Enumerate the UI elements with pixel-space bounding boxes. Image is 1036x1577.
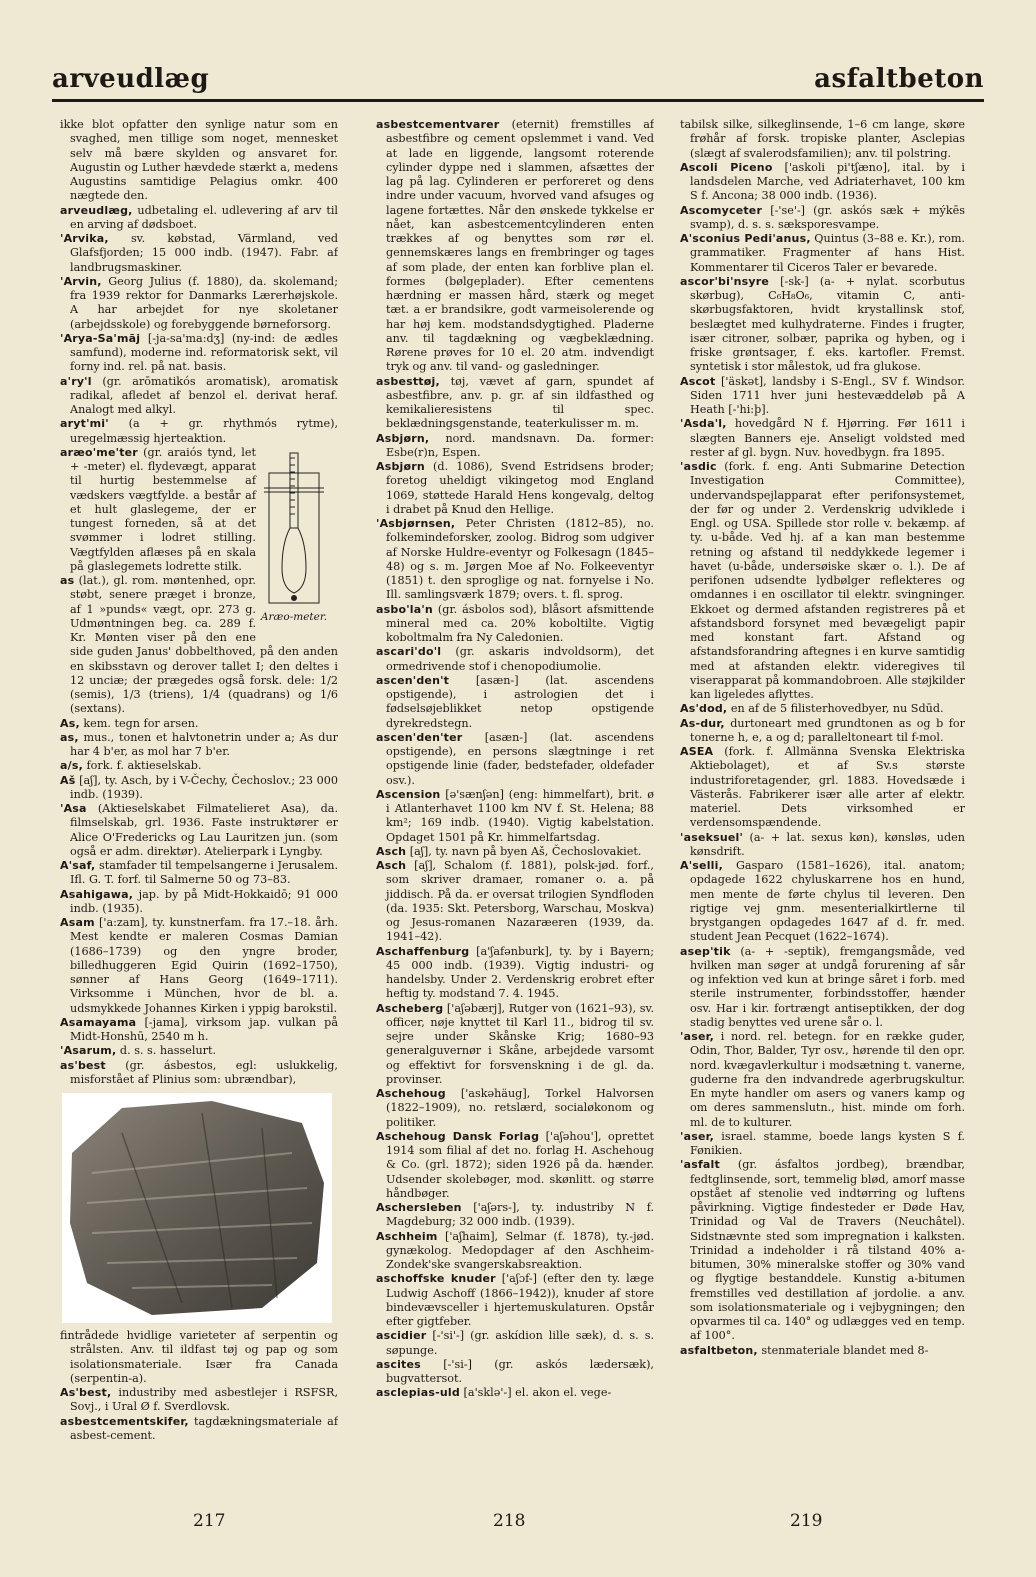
entry-headword: ascidier: [376, 1329, 427, 1343]
dictionary-entry: [60, 916, 338, 1016]
entry-headword: asfaltbeton,: [680, 1343, 758, 1357]
entry-text: industriby med asbestlejer i RSFSR, Sovj., i Ural Ø f. Sverdlovsk.: [70, 1386, 338, 1414]
entry-text: en af de 5 filisterhovedbyer, nu Sdūd.: [727, 702, 944, 716]
dictionary-entry: [376, 1087, 654, 1130]
entry-text: mus., tonen et halvtonetrin under a; As dur har 4 b'er, as mol har 7 b'er.: [70, 730, 338, 758]
entry-headword: 'Asda'l,: [680, 417, 727, 431]
entry-headword: Asbjørn: [376, 460, 425, 473]
entry-headword: aschoffske knuder: [376, 1272, 496, 1286]
entry-headword: asep'tik: [680, 944, 731, 958]
entry-headword: asclepias-uld: [376, 1386, 460, 1400]
dictionary-entry: [60, 417, 338, 446]
entry-headword: 'Asarum,: [60, 1044, 117, 1058]
entry-text: udbetaling el. udlevering af arv til en arving af dødsboet.: [70, 203, 338, 231]
entry-headword: ascen'den't: [376, 673, 450, 687]
dictionary-entry: [376, 859, 654, 945]
entry-headword: a/s,: [60, 759, 83, 773]
entry-headword: Ascoli Piceno: [680, 160, 773, 174]
entry-text: [aʃ], Schalom (f. 1881), polsk-jød. forf., som skriver dramaer, romaner o. a. på jiddisch. På da. er oversat trilogien Syndfloden (da. 1935: Skt. Petersborg, Warschau, Moskva) og Jesus-romanen Nazaræeren (1939, da. 1941–42).: [386, 859, 654, 944]
entry-headword: ascites: [376, 1357, 421, 1371]
dictionary-entry: [60, 717, 338, 731]
entry-text: [-'si'-] (gr. askídion lille sæk), d. s. s. søpunge.: [386, 1329, 654, 1357]
entry-text: kem. tegn for arsen.: [79, 716, 199, 730]
dictionary-entry: [680, 859, 965, 945]
entry-headword: 'Asa: [60, 802, 87, 815]
entry-headword: asbestcementskifer,: [60, 1414, 189, 1428]
dictionary-entry: [60, 1044, 338, 1058]
entry-headword: asbo'la'n: [376, 602, 433, 616]
entry-headword: ascari'do'l: [376, 645, 442, 659]
entry-headword: 'asfalt: [680, 1158, 720, 1172]
dictionary-entry: [376, 1386, 654, 1400]
dictionary-entry: [60, 774, 338, 803]
entry-text: [asæn-] (lat. ascendens opstigende), en persons slægtninge i ret opstigende linie (fader, bedstefader, oldefader osv.).: [386, 730, 654, 787]
entry-text: Georg Julius (f. 1880), da. skolemand; fra 1939 rektor for Danmarks Lærerhøjskole. A har arbejdet for nye skoletaner (arbejdsskole) og forebyggende børneforsorg.: [70, 274, 338, 331]
entry-text: [a'sklə'-] el. akon el. vege-: [459, 1386, 612, 1400]
entry-headword: aræo'me'ter: [60, 445, 138, 459]
entry-headword: as'best: [60, 1058, 106, 1072]
page-number-217: 217: [193, 1511, 226, 1531]
dictionary-entry: [376, 460, 654, 517]
entry-text: ['a:zam], ty. kunstnerfam. fra 17.–18. årh. Mest kendte er maleren Cosmas Damian (1686–1739) og den yngre broder, billedhuggeren Egid Quirin (1692–1750), sønner af Hans Georg (1649–1711). Virksomme i München, hvor de bl. a. udsmykkede Johannes Kirken i yppig barokstil.: [70, 916, 338, 1015]
entry-text: Quintus (3–88 e. Kr.), rom. grammatiker. Fragmenter af hans Hist. Kommentarer til Ciceros Taler er bevarede.: [690, 232, 965, 274]
entry-text: (Aktieselskabet Filmatelieret Asa), da. filmselskab, grl. 1936. Faste instruktører er Alice O'Fredericks og Lau Lauritzen jun. (som også er adm. direktør). Atelierpark i Lyngby.: [70, 802, 338, 858]
dictionary-entry: [680, 1158, 965, 1343]
dictionary-entry: [680, 831, 965, 860]
entry-headword: ASEA: [680, 745, 714, 758]
dictionary-entry: [376, 1002, 654, 1088]
entry-text: [-sk-] (a- + nylat. scorbutus skørbug), C₆H₈O₆, vitamin C, anti-skørbugsfaktoren, hvidt krystallinsk stof, beslægtet med kulhydraterne. Findes i frugter, især citroner, solbær, paprika og hyben, og i friske grøntsager, f. eks. kartofler. Fremst. syntetisk i stor målestok, ud fra glukose.: [690, 274, 965, 374]
header-right-word: asfaltbeton: [814, 64, 984, 94]
entry-headword: Asahigawa,: [60, 887, 134, 901]
entry-headword: As'dod,: [680, 702, 728, 716]
entry-headword: A'sconius Pedi'anus,: [680, 232, 811, 245]
dictionary-entry: [60, 445, 338, 623]
entry-text: ['äskət], landsby i S-Engl., SV f. Windsor. Siden 1711 hver juni hestevæddeløb på A Heath [-'hi:þ].: [690, 374, 965, 416]
entry-text: tabilsk silke, silkeglinsende, 1–6 cm lange, skøre frøhår af forsk. tropiske planter, Asclepias (slægt af svalerodsfamilien); anv. til polstring.: [680, 118, 965, 160]
entry-text: (gr. arōmatikós aromatisk), aromatisk radikal, afledet af benzol el. derivat heraf. Analogt med alkyl.: [70, 374, 338, 416]
hydrometer-figure: [260, 448, 338, 638]
entry-text: (a- + lat. sexus køn), kønsløs, uden kønsdrift.: [690, 830, 965, 858]
dictionary-entry: [376, 788, 654, 845]
entry-text: israel. stamme, boede langs kysten S f. Fønikien.: [690, 1129, 965, 1157]
entry-text: i nord. rel. betegn. for en række guder, Odin, Thor, Balder, Tyr osv., hørende til den opr. nord. kvægavlerkultur i modsætning t. vanerne, guderne fra den indvandrede agerbrugskultur. En myte handler om asers og vaners kamp og om deres sammenslutn., hist. minde om forh. ml. de to kulturer.: [690, 1030, 965, 1129]
column-2: [376, 118, 654, 1493]
dictionary-entry: [60, 332, 338, 375]
dictionary-entry: [680, 745, 965, 831]
dictionary-entry: [680, 460, 965, 702]
entry-headword: ascen'den'ter: [376, 730, 463, 744]
entry-headword: Aschehoug: [376, 1087, 446, 1100]
dictionary-entry: [60, 731, 338, 760]
entry-text: [aʃ], ty. navn på byen Aš, Čechoslovakiet.: [406, 844, 642, 858]
dictionary-entry: [680, 702, 965, 716]
entry-headword: 'asdic: [680, 460, 717, 473]
entry-text: jap. by på Midt-Hokkaidō; 91 000 indb. (1935).: [70, 887, 338, 915]
dictionary-entry: [60, 232, 338, 275]
entry-headword: Ascomyceter: [680, 203, 763, 217]
entry-headword: 'Arvika,: [60, 232, 109, 245]
entry-text: [-jama], virksom jap. vulkan på Midt-Honshū, 2540 m h.: [70, 1015, 338, 1043]
column-3: [680, 118, 965, 1493]
dictionary-entry: [376, 375, 654, 432]
dictionary-entry: [376, 517, 654, 603]
entry-text: [-'se'-] (gr. askós sæk + mýkēs svamp), d. s. s. sæksporesvampe.: [690, 203, 965, 231]
dictionary-entry: [680, 232, 965, 275]
entry-headword: a'ry'l: [60, 374, 92, 388]
entry-text: (a + gr. rhythmós rytme), uregelmæssig hjerteaktion.: [70, 417, 338, 445]
entry-text: (lat.), gl. rom. møntenhed, opr. støbt, senere præget i bronze, af 1 »punds« vægt, opr. 273 g. Udmøntningen beg. ca. 289 f. Kr. Mønten viser på den ene side guden Janus' dobbelthoved, på den anden en skibsstavn og derover tallet I; den deltes i 12 unciæ; der prægedes også forsk. dele: 1/2 (semis), 1/3 (triens), 1/4 (quadrans) og 1/6 (sextans).: [70, 574, 338, 716]
entry-text: (fork. f. Allmänna Svenska Elektriska Aktiebolaget), et af Sv.s største industriforetagender, grl. 1883. Hovedsæde i Västerås. Fabrikerer især alle arter af elektr. materiel. Dets virksomhed er verdensomspændende.: [690, 745, 965, 830]
entry-headword: ascor'bi'nsyre: [680, 274, 770, 288]
entry-text: ['aʃəbærj], Rutger von (1621–93), sv. officer, nøje knyttet til Karl 11., bidrog til sv. sejre under Skånske Krig; 1680–93 generalguvernør i Skåne, arbejdede varsomt og effektivt for forsvenskning i de gl. da. provinser.: [386, 1001, 654, 1086]
dictionary-entry: [376, 1358, 654, 1387]
dictionary-entry: [680, 275, 965, 375]
entry-text: ['aʃhaim], Selmar (f. 1878), ty.-jød. gynækolog. Medopdager af den Aschheim-Zondek'ske svangerskabsreaktion.: [386, 1229, 654, 1271]
entry-text: [-ja-sa'ma:dʒ] (ny-ind: de ædles samfund), moderne ind. reformatorisk sekt, vil forny ind. rel. på nat. basis.: [70, 331, 338, 374]
entry-text: [-'si-] (gr. askós lædersæk), bugvattersot.: [386, 1357, 654, 1385]
entry-headword: arveudlæg,: [60, 203, 133, 217]
entry-text: stenmateriale blandet med 8-: [757, 1343, 929, 1357]
dictionary-entry: [376, 645, 654, 674]
dictionary-entry: [680, 1030, 965, 1130]
entry-text: [a'ʃafənburk], ty. by i Bayern; 45 000 indb. (1939). Vigtig industri- og handelsby. Under 2. Verdenskrig erobret efter heftig ty. modstand 7. 4. 1945.: [386, 944, 654, 1001]
entry-headword: 'aser,: [680, 1030, 714, 1043]
entry-text: (gr. ásbestos, egl: uslukkelig, misforstået af Plinius som: ubrændbar),: [70, 1058, 338, 1086]
dictionary-entry: [376, 603, 654, 646]
entry-text: Peter Christen (1812–85), no. folkemindeforsker, zoolog. Bidrog som udgiver af Norske Huldre-eventyr og Folkesagn (1845–48) og s. m. Jørgen Moe af No. Folkeeventyr (1851) t. den sproglige og nat. fornyelse i No. Ill. samlingsværk 1879; overs. t. fl. sprog.: [386, 517, 654, 602]
entry-text: durtoneart med grundtonen as og b for tonerne h, e, a og d; paralleltoneart til f-mol.: [690, 716, 965, 744]
entry-text: (d. 1086), Svend Estridsens broder; foretog uheldigt vikingetog mod England 1069, støttede Harald Hens kongevalg, deltog i drabet på Knud den Hellige.: [386, 460, 654, 516]
entry-text: fintrådede hvidlige varieteter af serpentin og strålsten. Anv. til ildfast tøj og pap og som isolationsmateriale. Især fra Canada (serpentin-a).: [60, 1329, 338, 1385]
entry-text: (gr. askaris indvoldsorm), det ormedrivende stof i chenopodiumolie.: [386, 645, 654, 673]
dictionary-entry: [680, 375, 965, 418]
entry-headword: A'saf,: [60, 859, 96, 872]
entry-text: ['aʃərs-], ty. industriby N f. Magdeburg; 32 000 indb. (1939).: [386, 1201, 654, 1229]
entry-text: (gr. araiós tynd, let + -meter) el. flydevægt, apparat til hurtig bestemmelse af vædskers vægtfylde. a består af et hult glaslegeme, der er tungest forneden, så at det svømmer i lodret stilling. Vægtfylden aflæses på en skala på glaslegemets lodrette stilk.: [70, 445, 256, 573]
dictionary-entry: [376, 731, 654, 788]
entry-headword: aryt'mi': [60, 417, 109, 431]
entry-text: d. s. s. hasselurt.: [116, 1044, 217, 1058]
entry-text: Gasparo (1581–1626), ital. anatom; opdagede 1622 chyluskarrene hos en hund, men mente de førte chylus til leveren. Den rigtige vej gnm. mesenterialkirtlerne til brystgangen opdagedes 1647 af d. fr. med. student Jean Pecquet (1622–1674).: [690, 859, 965, 944]
dictionary-entry: [680, 1130, 965, 1159]
entry-text: (eternit) fremstilles af asbestfibre og cement opslemmet i vand. Ved at lade en liggende, langsomt roterende cylinder dyppe ned i slammen, afsættes der lag på lag. Cylinderen er perforeret og dens indre under vacuum, hvorved vand afsuges og lagene fortættes. Når den ønskede tykkelse er nået, kan asbestcementcylinderen enten trækkes af og benyttes som rør el. gennemskæres langs en frembringer og tages af som plade, der enten kan forblive plan el. formes (bølgeplader). Efter cementens hærdning er massen hård, stærk og meget tæt. a er brandsikre, godt varmeisolerende og har høj kem. modstandsdygtighed. Pladerne anv. til tagdækning og vægbeklædning. Rørene prøves for 10 el. 20 atm. indvendigt tryk og anv. til vand- og gasledninger.: [386, 118, 654, 374]
page-number-219: 219: [790, 1511, 823, 1531]
entry-text: hovedgård N f. Hjørring. Før 1611 i slægten Banners eje. Anseligt voldsted med rester af gl. bygn. Nuv. hovedbygn. fra 1895.: [690, 417, 965, 459]
entry-text: tøj, vævet af garn, spundet af asbestfibre, anv. p. gr. af sin ildfasthed og kemikalieresistens til spec. beklædningsgenstande, teaterkulisser m. m.: [386, 374, 654, 431]
entry-headword: As-dur,: [680, 716, 725, 730]
entry-headword: 'Arvin,: [60, 274, 102, 288]
entry-headword: Ascension: [376, 787, 441, 801]
dictionary-entry: [680, 118, 965, 161]
entry-headword: 'aser,: [680, 1129, 714, 1143]
entry-text: (gr. ásbolos sod), blåsort afsmittende mineral med ca. 20% koboltilte. Vigtig koboltmalm fra Ny Caledonien.: [386, 602, 654, 644]
dictionary-entry: [60, 375, 338, 418]
entry-headword: Asamayama: [60, 1015, 137, 1029]
dictionary-entry: [60, 1386, 338, 1415]
entry-headword: Aschheim: [376, 1229, 438, 1243]
entry-text: sv. købstad, Värmland, ved Glafsfjorden; 15 000 indb. (1947). Fabr. af landbrugsmaskiner.: [70, 232, 338, 274]
entry-headword: Asam: [60, 916, 95, 929]
entry-text: ['askoli pi'tʃæno], ital. by i landsdelen Marche, ved Adriaterhavet, 100 km S f. Ancona; 38 000 indb. (1936).: [690, 160, 965, 203]
dictionary-entry: [60, 1415, 338, 1444]
dictionary-entry: [60, 1059, 338, 1088]
hydrometer-caption: Aræo-meter.: [260, 610, 328, 623]
entry-headword: A'selli,: [680, 859, 723, 872]
entry-headword: Asch: [376, 844, 407, 858]
entry-headword: Aschersleben: [376, 1201, 462, 1214]
entry-headword: Asch: [376, 859, 407, 872]
column-1: [60, 118, 338, 1493]
entry-headword: Aschaffenburg: [376, 944, 470, 958]
entry-text: [ə'sænʃən] (eng: himmelfart), brit. ø i Atlanterhavet 1100 km NV f. St. Helena; 88 km²; 169 indb. (1940). Vigtig kabelstation. Opdaget 1501 på Kr. himmelfartsdag.: [386, 787, 654, 844]
dictionary-entry: [376, 1230, 654, 1273]
entry-text: (gr. ásfaltos jordbeg), brændbar, fedtglinsende, sort, temmelig blød, amorf masse opstået af stenolie ved indtørring og luftens påvirkning. Vigtige findesteder er Døde Hav, Trinidad og Val de Travers (Neuchâtel). Sidstnævnte sted som impregnation i kalksten. Trinidad a indeholder i rå tilstand 40% a-bitumen, 30% mineralske stoffer og 30% vand og flygtige bestanddele. Kunstig a-bitumen fremstilles ved destillation af jordolie. a anv. som isolationsmateriale og i vejbygningen; den opvarmes til ca. 140° og udlægges ved en temp. af 100°.: [690, 1158, 965, 1343]
entry-text: ['aʃɔf-] (efter den ty. læge Ludwig Aschoff (1866–1942)), knuder af store bindevævsceller i hjertemuskulaturen. Opstår efter gigtfeber.: [386, 1272, 654, 1328]
dictionary-entry: [376, 118, 654, 375]
entry-headword: Ascheberg: [376, 1001, 444, 1015]
dictionary-entry: [376, 1130, 654, 1201]
entry-text: nord. mandsnavn. Da. former: Esbe(r)n, Espen.: [386, 431, 654, 459]
entry-text: [aʃ], ty. Asch, by i V-Čechy, Čechoslov.; 23 000 indb. (1939).: [70, 773, 338, 801]
header-left-word: arveudlæg: [52, 64, 210, 94]
dictionary-entry: [680, 417, 965, 460]
entry-text: (a- + -septik), fremgangsmåde, ved hvilken man søger at undgå forurening af sår og infektion ved kun at bringe såret i forb. med sterile instrumenter, forbindsstoffer, hænder osv. Har i kir. fortrængt antiseptikken, der dog stadig benyttes ved urene sår o. l.: [690, 944, 965, 1029]
entry-text: stamfader til tempelsangerne i Jerusalem. Ifl. G. T. forf. til Salmerne 50 og 73–83.: [70, 859, 338, 887]
dictionary-entry: [680, 161, 965, 204]
page-number-218: 218: [493, 1511, 526, 1531]
dictionary-entry: [680, 945, 965, 1031]
dictionary-entry: [680, 204, 965, 233]
entry-headword: Ascot: [680, 374, 716, 388]
dictionary-entry: [376, 1201, 654, 1230]
running-header: [52, 64, 984, 104]
entry-headword: asbestcementvarer: [376, 118, 500, 131]
entry-headword: Asbjørn,: [376, 431, 430, 445]
dictionary-entry: [60, 759, 338, 773]
dictionary-entry: [376, 845, 654, 859]
entry-headword: Aš: [60, 773, 76, 787]
entry-text: ['aʃəhou'], oprettet 1914 som filial af det no. forlag H. Aschehoug & Co. (grl. 1872); siden 1926 på da. hænder. Udsender skolebøger, mod. skønlitt. og større håndbøger.: [386, 1129, 654, 1200]
entry-text: [asæn-] (lat. ascendens opstigende), i astrologien det i fødselsøjeblikket netop opstigende dyrekredstegn.: [386, 673, 654, 730]
dictionary-entry: [680, 717, 965, 746]
entry-headword: 'Asbjørnsen,: [376, 517, 456, 530]
entry-headword: as,: [60, 730, 79, 744]
entry-headword: As'best,: [60, 1386, 112, 1399]
dictionary-entry: [680, 1344, 965, 1358]
dictionary-entry: [376, 945, 654, 1002]
dictionary-entry: [60, 859, 338, 888]
dictionary-entry: [60, 888, 338, 917]
entry-text: tagdækningsmateriale af asbest-cement.: [70, 1414, 338, 1442]
dictionary-entry: [376, 432, 654, 461]
entry-headword: 'aseksuel': [680, 830, 744, 844]
dictionary-entry: [60, 118, 338, 204]
asbestos-rock-photo: [62, 1093, 332, 1323]
entry-headword: asbesttøj,: [376, 374, 440, 388]
entry-text: ['askəhäug], Torkel Halvorsen (1822–1909), no. retslærd, socialøkonom og politiker.: [386, 1087, 654, 1129]
entry-text: ikke blot opfatter den synlige natur som en svaghed, men tillige som noget, mennesket selv må bære skylden og ansvaret for. Augustin og Luther hævdede stærkt a, medens Augustins samtidige Pelagius omkr. 400 nægtede den.: [60, 118, 338, 203]
dictionary-entry: [376, 1272, 654, 1329]
entry-text: fork. f. aktieselskab.: [82, 759, 202, 773]
dictionary-entry: [376, 674, 654, 731]
dictionary-entry: [60, 802, 338, 859]
entry-headword: 'Arya-Sa'māj: [60, 331, 141, 345]
header-rule: [52, 99, 984, 102]
dictionary-entry: [60, 1016, 338, 1045]
dictionary-entry: [60, 204, 338, 233]
entry-text: (fork. f. eng. Anti Submarine Detection Investigation Committee), undervandspejlapparat efter perifonsystemet, der før og under 2. Verdenskrig udviklede i Engl. og USA. Spillede stor rolle v. bekæmp. af ty. u-både. Ved hj. af a kan man bestemme retning og afstand til neddykkede legemer i havet (u-både, undersøiske skær o. l.). De af perifonen udsendte lydbølger reflekteres og omdannes i en oscillator til elektr. svingninger. Ekkoet og dermed afstanden registreres på et afstandsbord forsynet med bevægeligt papir med konstant fart. Afstand og afstandsforandring aftegnes i en kurve samtidig med at afstanden elektr. videregives til viserapparat på kommandobroen. Alle støjkilder kan ligeledes aflyttes.: [690, 460, 965, 701]
entry-headword: as: [60, 574, 75, 587]
dictionary-entry: [60, 1329, 338, 1386]
entry-headword: Aschehoug Dansk Forlag: [376, 1129, 540, 1143]
entry-headword: As,: [60, 716, 80, 730]
dictionary-entry: [60, 275, 338, 332]
dictionary-entry: [376, 1329, 654, 1358]
